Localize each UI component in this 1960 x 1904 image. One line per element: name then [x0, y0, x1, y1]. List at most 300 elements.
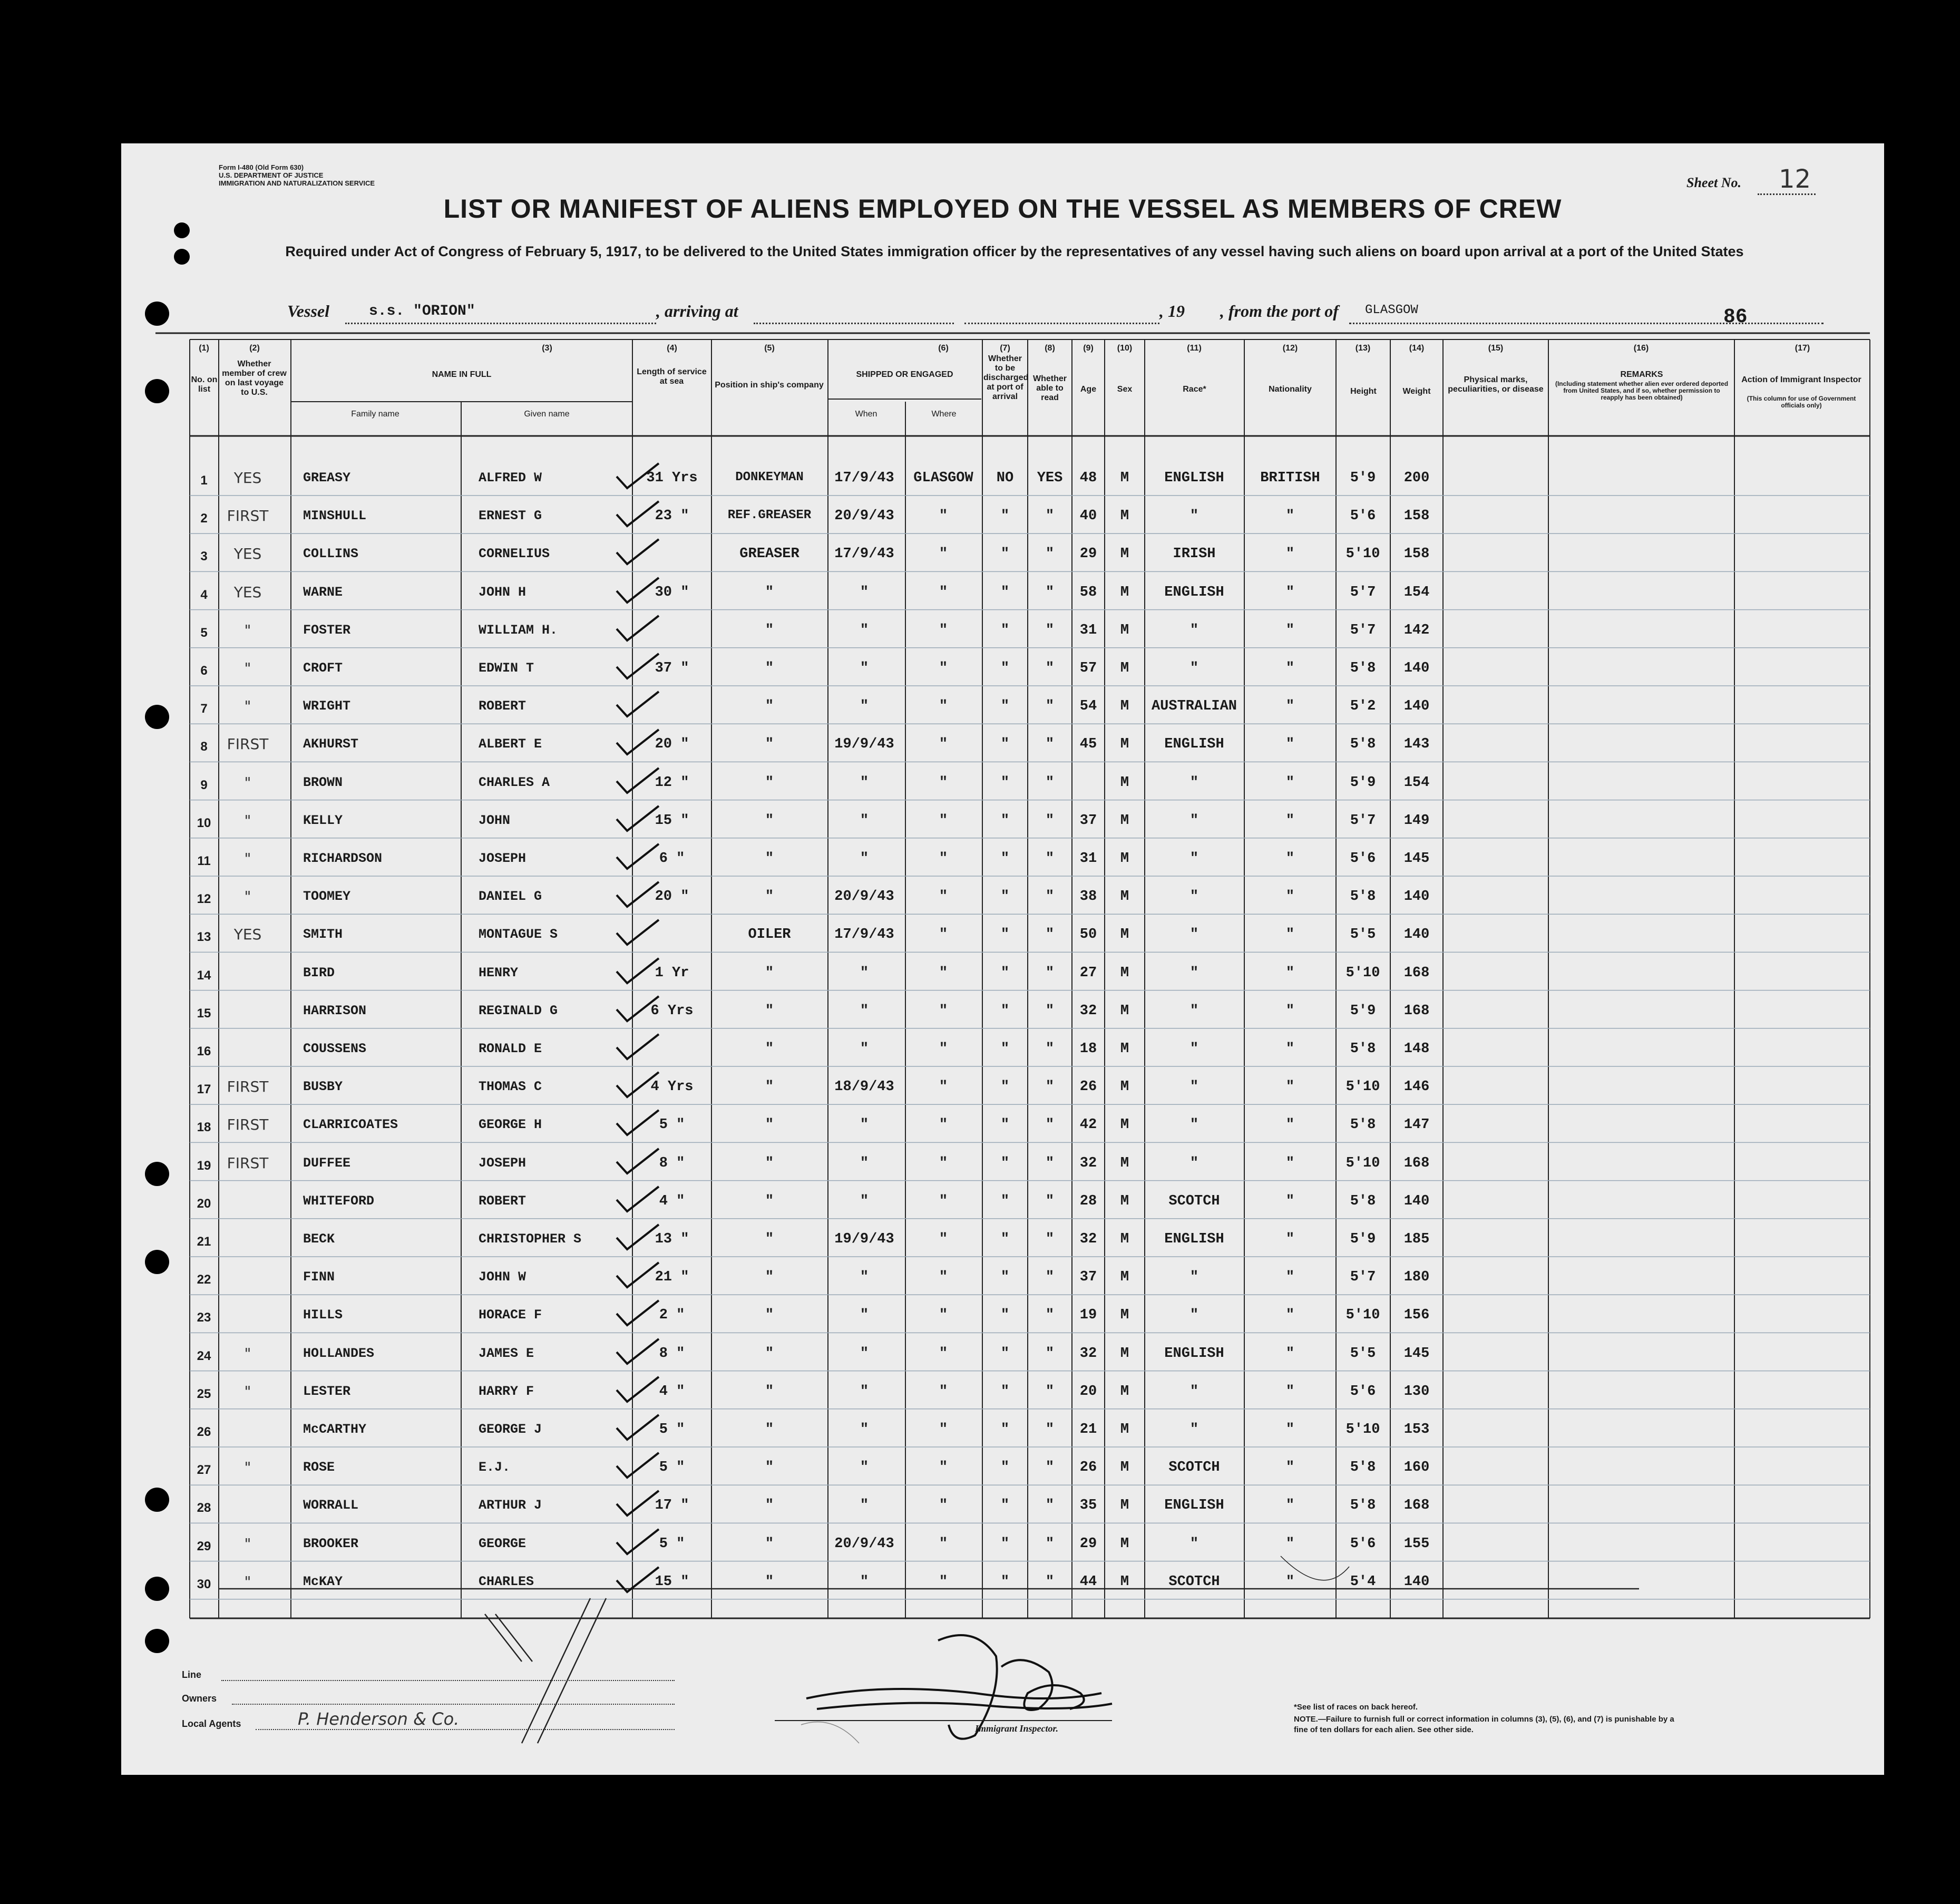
column-number: (2): [249, 344, 260, 353]
row-number: 26: [197, 1425, 211, 1439]
race-cell: SCOTCH: [1168, 1193, 1220, 1209]
height-cell: 5'7: [1350, 1269, 1376, 1286]
read-cell: ": [1045, 851, 1055, 867]
given-cell: ALBERT E: [479, 736, 542, 752]
column-number: (6): [938, 344, 949, 353]
read-cell: ": [1045, 1117, 1055, 1133]
nat-cell: ": [1285, 1536, 1295, 1552]
position-cell: ": [765, 1573, 774, 1590]
height-cell: 5'10: [1345, 965, 1380, 981]
disch-cell: ": [1000, 1231, 1010, 1247]
disch-cell: ": [1000, 546, 1010, 562]
position-cell: ": [765, 889, 774, 905]
row-number: 13: [197, 930, 211, 945]
given-cell: MONTAGUE S: [479, 927, 558, 943]
family-cell: HILLS: [303, 1307, 343, 1323]
nat-cell: ": [1285, 1155, 1295, 1171]
read-cell: YES: [1037, 470, 1063, 486]
where-cell: ": [939, 1345, 948, 1362]
nat-cell: BRITISH: [1260, 470, 1320, 486]
disch-cell: ": [1000, 1422, 1010, 1437]
weight-cell: 130: [1403, 1383, 1430, 1400]
read-cell: ": [1045, 927, 1055, 943]
height-cell: 5'6: [1350, 1536, 1376, 1552]
vessel-label: Vessel: [287, 302, 329, 320]
read-cell: ": [1045, 736, 1055, 753]
given-cell: ERNEST G: [479, 508, 542, 524]
position-cell: ": [765, 1231, 774, 1247]
race-cell: ": [1189, 889, 1199, 905]
when-cell: ": [860, 622, 869, 638]
where-cell: ": [939, 1155, 948, 1171]
given-cell: ALFRED W: [479, 470, 542, 485]
given-cell: EDWIN T: [479, 660, 534, 676]
when-cell: ": [860, 1117, 869, 1133]
position-cell: ": [765, 1193, 774, 1209]
race-cell: ": [1189, 1155, 1199, 1171]
race-cell: ENGLISH: [1164, 1498, 1224, 1514]
where-cell: ": [939, 1536, 948, 1552]
service-cell: 5 ": [659, 1117, 685, 1133]
disch-cell: ": [1000, 1269, 1010, 1286]
age-cell: 28: [1079, 1193, 1097, 1209]
given-cell: HARRY F: [479, 1383, 534, 1399]
family-cell: FOSTER: [303, 622, 351, 638]
height-cell: 5'9: [1350, 774, 1376, 791]
when-cell: ": [860, 1155, 869, 1171]
read-cell: ": [1045, 1041, 1055, 1057]
family-cell: FINN: [303, 1269, 335, 1285]
disch-cell: ": [1000, 1460, 1010, 1476]
sex-cell: M: [1120, 1536, 1129, 1552]
prev-voyage-cell: YES: [233, 583, 262, 601]
height-cell: 5'6: [1350, 851, 1376, 867]
form-id: Form I-480 (Old Form 630) U.S. DEPARTMENT OF JUSTICE IMMIGRATION AND NATURALIZATION SERVICE: [219, 163, 375, 187]
header-sex: Sex: [1117, 385, 1133, 394]
position-cell: ": [765, 851, 774, 867]
position-cell: ": [765, 965, 774, 981]
family-cell: COUSSENS: [303, 1041, 367, 1056]
nat-cell: ": [1285, 508, 1295, 524]
row-number: 20: [197, 1196, 211, 1211]
penalty-note: NOTE.—Failure to furnish full or correct information in columns (3), (5), (6), and (7) is punishable by a fine of ten dollars for each alien. See other side.: [1294, 1715, 1674, 1734]
disch-cell: ": [1000, 1383, 1010, 1400]
given-cell: JOHN W: [479, 1269, 526, 1285]
nat-cell: ": [1285, 774, 1295, 791]
disch-cell: ": [1000, 1193, 1010, 1209]
when-cell: ": [860, 1345, 869, 1362]
sex-cell: M: [1120, 965, 1129, 981]
age-cell: 57: [1079, 660, 1097, 676]
family-cell: CLARRICOATES: [303, 1117, 398, 1133]
row-number: 5: [200, 625, 208, 640]
where-cell: ": [939, 889, 948, 905]
age-cell: 20: [1079, 1383, 1097, 1400]
check-mark: [614, 917, 661, 949]
prev-voyage-cell: ": [244, 1572, 251, 1590]
race-cell: ENGLISH: [1164, 1345, 1224, 1362]
position-cell: GREASER: [739, 546, 799, 562]
service-cell: 8 ": [659, 1155, 685, 1171]
race-cell: ": [1189, 1079, 1199, 1095]
disch-cell: ": [1000, 660, 1010, 676]
given-cell: GEORGE J: [479, 1422, 542, 1437]
race-cell: ": [1189, 1307, 1199, 1324]
race-cell: ": [1189, 1117, 1199, 1133]
sex-cell: M: [1120, 1269, 1129, 1286]
height-cell: 5'8: [1350, 1117, 1376, 1133]
read-cell: ": [1045, 1498, 1055, 1514]
service-cell: 17 ": [655, 1498, 689, 1514]
height-cell: 5'9: [1350, 1003, 1376, 1019]
height-cell: 5'7: [1350, 622, 1376, 638]
local-agents-value: P. Henderson & Co.: [298, 1709, 460, 1729]
race-cell: ": [1189, 774, 1199, 791]
column-number: (7): [1000, 344, 1010, 353]
when-cell: ": [860, 1003, 869, 1019]
row-number: 12: [197, 892, 211, 907]
weight-cell: 140: [1403, 889, 1430, 905]
service-cell: 13 ": [655, 1231, 689, 1247]
where-cell: ": [939, 546, 948, 562]
read-cell: ": [1045, 1536, 1055, 1552]
height-cell: 5'5: [1350, 927, 1376, 943]
check-mark: [614, 956, 661, 987]
sex-cell: M: [1120, 1460, 1129, 1476]
row-number: 23: [197, 1310, 211, 1325]
race-cell: ": [1189, 851, 1199, 867]
column-number: (10): [1117, 344, 1133, 353]
weight-cell: 140: [1403, 1193, 1430, 1209]
family-cell: MINSHULL: [303, 508, 367, 524]
check-mark: [614, 537, 661, 568]
read-cell: ": [1045, 1307, 1055, 1324]
race-cell: AUSTRALIAN: [1151, 698, 1237, 715]
service-cell: 4 Yrs: [650, 1079, 694, 1095]
disch-cell: ": [1000, 584, 1010, 600]
prev-voyage-cell: FIRST: [227, 507, 269, 525]
height-cell: 5'8: [1350, 736, 1376, 753]
service-cell: 5 ": [659, 1536, 685, 1552]
sex-cell: M: [1120, 584, 1129, 600]
disch-cell: ": [1000, 1079, 1010, 1095]
given-cell: JOSEPH: [479, 851, 526, 866]
height-cell: 5'6: [1350, 1383, 1376, 1400]
sex-cell: M: [1120, 660, 1129, 676]
sheet-label: Sheet No.: [1686, 175, 1741, 190]
weight-cell: 158: [1403, 546, 1430, 562]
weight-cell: 140: [1403, 698, 1430, 715]
weight-cell: 180: [1403, 1269, 1430, 1286]
sex-cell: M: [1120, 1345, 1129, 1362]
check-mark: [614, 1527, 661, 1558]
age-cell: 45: [1079, 736, 1097, 753]
service-cell: 6 Yrs: [650, 1003, 694, 1019]
row-number: 3: [200, 549, 208, 564]
height-cell: 5'10: [1345, 1155, 1380, 1171]
nat-cell: ": [1285, 812, 1295, 829]
page-subtitle: Required under Act of Congress of February 5, 1917, to be delivered to the United States immigration officer by the representatives of any vessel having such aliens on board upon arrival at a port of the United States: [285, 244, 1744, 259]
read-cell: ": [1045, 698, 1055, 715]
row-number: 27: [197, 1463, 211, 1478]
position-cell: OILER: [748, 927, 791, 943]
family-cell: RICHARDSON: [303, 851, 383, 866]
race-note: *See list of races on back hereof.: [1294, 1703, 1418, 1712]
age-cell: 29: [1079, 546, 1097, 562]
weight-cell: 145: [1403, 1345, 1430, 1362]
nat-cell: ": [1285, 1307, 1295, 1324]
given-cell: CORNELIUS: [479, 546, 550, 562]
weight-cell: 149: [1403, 812, 1430, 829]
race-cell: ": [1189, 1269, 1199, 1286]
read-cell: ": [1045, 622, 1055, 638]
row-number: 8: [200, 740, 208, 754]
prev-voyage-cell: ": [244, 888, 251, 906]
check-mark: [614, 1450, 661, 1482]
sex-cell: M: [1120, 736, 1129, 753]
nat-cell: ": [1285, 736, 1295, 753]
service-cell: 4 ": [659, 1383, 685, 1400]
height-cell: 5'8: [1350, 1460, 1376, 1476]
race-cell: ": [1189, 622, 1199, 638]
check-mark: [614, 803, 661, 835]
prev-voyage-cell: ": [244, 773, 251, 791]
nat-cell: ": [1285, 1079, 1295, 1095]
family-cell: WHITEFORD: [303, 1193, 375, 1209]
prev-voyage-cell: FIRST: [227, 1154, 269, 1172]
weight-cell: 156: [1403, 1307, 1430, 1324]
age-cell: 32: [1079, 1155, 1097, 1171]
family-cell: LESTER: [303, 1383, 351, 1399]
header-position: Position in ship's company: [715, 381, 824, 390]
sex-cell: M: [1120, 1079, 1129, 1095]
family-cell: BIRD: [303, 965, 335, 980]
header-family-name: Family name: [351, 410, 399, 419]
check-mark: [614, 575, 661, 607]
age-cell: 37: [1079, 812, 1097, 829]
position-cell: ": [765, 660, 774, 676]
when-cell: 19/9/43: [834, 736, 894, 753]
header-length-service: Length of service at sea: [637, 367, 707, 386]
weight-cell: 148: [1403, 1041, 1430, 1057]
when-cell: ": [860, 1307, 869, 1324]
height-cell: 5'5: [1350, 1345, 1376, 1362]
prev-voyage-cell: ": [244, 621, 251, 639]
height-cell: 5'10: [1345, 546, 1380, 562]
when-cell: ": [860, 1383, 869, 1400]
given-cell: GEORGE: [479, 1536, 526, 1551]
prev-voyage-cell: ": [244, 1344, 251, 1362]
check-mark: [614, 1146, 661, 1178]
weight-cell: 154: [1403, 774, 1430, 791]
row-number: 11: [197, 854, 211, 868]
disch-cell: ": [1000, 812, 1010, 829]
position-cell: ": [765, 1422, 774, 1437]
row-number: 4: [200, 587, 208, 602]
weight-cell: 140: [1403, 660, 1430, 676]
family-cell: BROOKER: [303, 1536, 359, 1551]
height-cell: 5'7: [1350, 584, 1376, 600]
disch-cell: NO: [996, 470, 1014, 486]
family-cell: McCARTHY: [303, 1422, 367, 1437]
where-cell: ": [939, 1460, 948, 1476]
read-cell: ": [1045, 889, 1055, 905]
prev-voyage-cell: YES: [233, 469, 262, 487]
weight-cell: 168: [1403, 1003, 1430, 1019]
family-cell: SMITH: [303, 927, 343, 943]
race-cell: SCOTCH: [1168, 1573, 1220, 1590]
sex-cell: M: [1120, 1383, 1129, 1400]
check-mark: [614, 765, 661, 797]
where-cell: ": [939, 851, 948, 867]
given-cell: CHARLES A: [479, 774, 550, 790]
disch-cell: ": [1000, 1155, 1010, 1171]
race-cell: ": [1189, 965, 1199, 981]
weight-cell: 142: [1403, 622, 1430, 638]
nat-cell: ": [1285, 1422, 1295, 1437]
position-cell: ": [765, 1269, 774, 1286]
age-cell: 26: [1079, 1460, 1097, 1476]
where-cell: ": [939, 1269, 948, 1286]
service-cell: 21 ": [655, 1269, 689, 1286]
read-cell: ": [1045, 1003, 1055, 1019]
header-physical: Physical marks, peculiarities, or disease: [1448, 375, 1544, 394]
where-cell: ": [939, 1573, 948, 1590]
service-cell: 15 ": [655, 812, 689, 829]
nat-cell: ": [1285, 584, 1295, 600]
check-mark: [614, 499, 661, 530]
read-cell: ": [1045, 1079, 1055, 1095]
prev-voyage-cell: FIRST: [227, 1078, 269, 1096]
header-no-on-list: No. on list: [191, 375, 218, 394]
age-cell: 48: [1079, 470, 1097, 486]
prev-voyage-cell: ": [244, 850, 251, 867]
check-mark: [614, 1488, 661, 1520]
position-cell: ": [765, 1003, 774, 1019]
check-mark: [614, 689, 661, 721]
read-cell: ": [1045, 660, 1055, 676]
sex-cell: M: [1120, 927, 1129, 943]
sex-cell: M: [1120, 1117, 1129, 1133]
height-cell: 5'9: [1350, 1231, 1376, 1247]
age-cell: 50: [1079, 927, 1097, 943]
given-cell: RONALD E: [479, 1041, 542, 1056]
position-cell: ": [765, 698, 774, 715]
sex-cell: M: [1120, 774, 1129, 791]
family-cell: GREASY: [303, 470, 351, 485]
age-cell: 31: [1079, 622, 1097, 638]
height-cell: 5'8: [1350, 889, 1376, 905]
when-cell: ": [860, 1573, 869, 1590]
manifest-sheet: [121, 143, 1884, 1775]
family-cell: AKHURST: [303, 736, 359, 752]
prev-voyage-cell: ": [244, 697, 251, 715]
sex-cell: M: [1120, 470, 1129, 486]
row-number: 1: [200, 473, 208, 488]
row-number: 7: [200, 702, 208, 716]
height-cell: 5'10: [1345, 1307, 1380, 1324]
sex-cell: M: [1120, 1422, 1129, 1437]
position-cell: ": [765, 1498, 774, 1514]
disch-cell: ": [1000, 1041, 1010, 1057]
header-height: Height: [1350, 387, 1377, 396]
service-cell: 5 ": [659, 1422, 685, 1437]
where-cell: ": [939, 1498, 948, 1514]
service-cell: 1 Yr: [655, 965, 689, 981]
height-cell: 5'8: [1350, 660, 1376, 676]
nat-cell: ": [1285, 622, 1295, 638]
height-cell: 5'8: [1350, 1498, 1376, 1514]
position-cell: ": [765, 584, 774, 600]
age-cell: 32: [1079, 1231, 1097, 1247]
weight-cell: 145: [1403, 851, 1430, 867]
where-cell: ": [939, 1422, 948, 1437]
when-cell: ": [860, 1041, 869, 1057]
check-mark: [614, 1222, 661, 1254]
position-cell: ": [765, 1155, 774, 1171]
when-cell: ": [860, 660, 869, 676]
nat-cell: ": [1285, 1383, 1295, 1400]
column-number: (15): [1488, 344, 1504, 353]
disch-cell: ": [1000, 698, 1010, 715]
family-cell: DUFFEE: [303, 1155, 351, 1171]
nat-cell: ": [1285, 1231, 1295, 1247]
row-number: 18: [197, 1120, 211, 1135]
weight-cell: 143: [1403, 736, 1430, 753]
position-cell: ": [765, 774, 774, 791]
row-number: 17: [197, 1082, 211, 1097]
weight-cell: 200: [1403, 470, 1430, 486]
given-cell: ARTHUR J: [479, 1498, 542, 1513]
age-cell: 38: [1079, 889, 1097, 905]
nat-cell: ": [1285, 1498, 1295, 1514]
disch-cell: ": [1000, 622, 1010, 638]
header-action: Action of Immigrant Inspector: [1741, 375, 1861, 384]
sex-cell: M: [1120, 1498, 1129, 1514]
check-mark: [614, 841, 661, 873]
where-cell: ": [939, 1079, 948, 1095]
nat-cell: ": [1285, 927, 1295, 943]
owners-field: [232, 1704, 675, 1705]
position-cell: ": [765, 812, 774, 829]
disch-cell: ": [1000, 1345, 1010, 1362]
weight-cell: 168: [1403, 1498, 1430, 1514]
page-mark: 86: [1723, 306, 1748, 328]
age-cell: 32: [1079, 1345, 1097, 1362]
read-cell: ": [1045, 1573, 1055, 1590]
given-cell: REGINALD G: [479, 1003, 558, 1018]
service-cell: 23 ": [655, 508, 689, 524]
disch-cell: ": [1000, 508, 1010, 524]
service-cell: 6 ": [659, 851, 685, 867]
sex-cell: M: [1120, 1003, 1129, 1019]
nat-cell: ": [1285, 546, 1295, 562]
check-mark: [614, 1565, 661, 1596]
age-cell: 27: [1079, 965, 1097, 981]
column-number: (9): [1083, 344, 1094, 353]
header-able-read: Whether able to read: [1033, 374, 1067, 402]
weight-cell: 147: [1403, 1117, 1430, 1133]
nat-cell: ": [1285, 1573, 1295, 1590]
check-mark: [614, 1108, 661, 1139]
prev-voyage-cell: ": [244, 1382, 251, 1400]
service-cell: 12 ": [655, 774, 689, 791]
local-agents-field: [256, 1729, 675, 1730]
read-cell: ": [1045, 1345, 1055, 1362]
position-cell: ": [765, 736, 774, 753]
given-cell: GEORGE H: [479, 1117, 542, 1133]
weight-cell: 140: [1403, 927, 1430, 943]
